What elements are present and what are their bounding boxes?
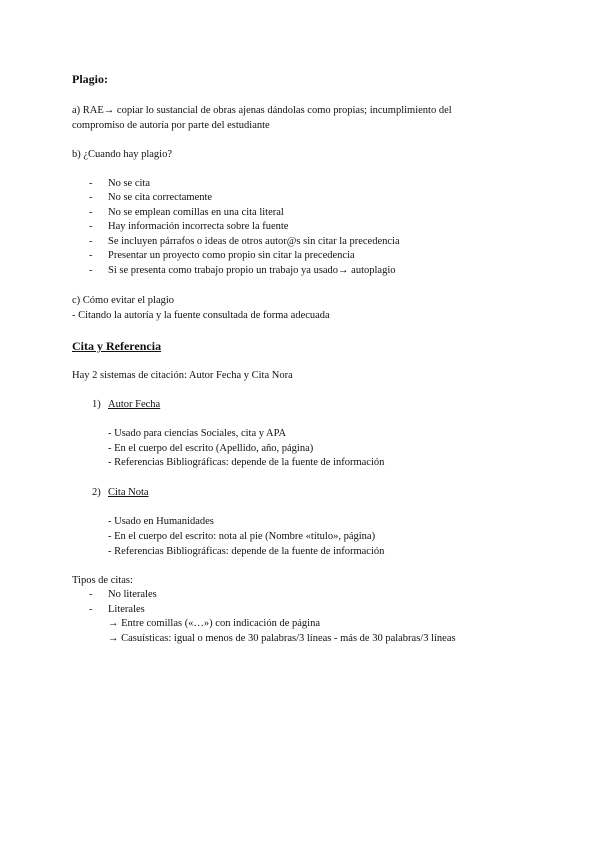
section-title-cita: Cita y Referencia	[72, 339, 162, 353]
list-item: No se emplean comillas en una cita literal	[108, 207, 284, 218]
list-bullet: -	[89, 236, 93, 247]
list-item: No literales	[108, 589, 157, 600]
list-bullet: -	[89, 178, 93, 189]
list-item: - Usado en Humanidades	[108, 516, 214, 527]
list-item: Literales	[108, 604, 145, 615]
list-bullet: -	[89, 192, 93, 203]
types-title: Tipos de citas:	[72, 575, 133, 586]
system-number: 1)	[92, 399, 101, 410]
list-bullet: -	[89, 250, 93, 261]
systems-intro: Hay 2 sistemas de citación: Autor Fecha y Cita Nora	[72, 370, 293, 381]
list-bullet: -	[89, 207, 93, 218]
list-bullet: -	[89, 265, 93, 276]
list-item: Hay información incorrecta sobre la fuente	[108, 221, 289, 232]
question-title: b) ¿Cuando hay plagio?	[72, 149, 173, 160]
avoid-line: - Citando la autoría y la fuente consultada de forma adecuada	[72, 310, 330, 321]
avoid-title: c) Cómo evitar el plagio	[72, 295, 175, 306]
list-item: - En el cuerpo del escrito: nota al pie (Nombre «título», página)	[108, 531, 376, 542]
list-bullet: -	[89, 604, 93, 615]
list-bullet: -	[89, 221, 93, 232]
system-title-cita-nota: Cita Nota	[108, 487, 149, 498]
list-item: - En el cuerpo del escrito (Apellido, año, página)	[108, 443, 314, 454]
list-item: No se cita correctamente	[108, 192, 213, 203]
list-item: No se cita	[108, 178, 150, 189]
list-item: - Referencias Bibliográficas: depende de la fuente de información	[108, 457, 385, 468]
sub-item: → Casuísticas: igual o menos de 30 palabras/3 líneas - más de 30 palabras/3 líneas	[108, 633, 456, 644]
system-number: 2)	[92, 487, 101, 498]
list-item: Se incluyen párrafos o ideas de otros autor@s sin citar la precedencia	[108, 236, 400, 247]
definition-line-1: a) RAE→ copiar lo sustancial de obras ajenas dándolas como propias; incumplimiento del	[72, 105, 452, 116]
sub-item: → Entre comillas («…») con indicación de página	[108, 618, 320, 629]
list-item: - Referencias Bibliográficas: depende de la fuente de información	[108, 546, 385, 557]
list-bullet: -	[89, 589, 93, 600]
list-item: Si se presenta como trabajo propio un trabajo ya usado→ autoplagio	[108, 265, 396, 276]
system-title-autor-fecha: Autor Fecha	[108, 399, 161, 410]
list-item: - Usado para ciencias Sociales, cita y APA	[108, 428, 287, 439]
definition-line-2: compromiso de autoría por parte del estudiante	[72, 120, 270, 131]
list-item: Presentar un proyecto como propio sin citar la precedencia	[108, 250, 355, 261]
section-title-plagio: Plagio:	[72, 72, 108, 86]
